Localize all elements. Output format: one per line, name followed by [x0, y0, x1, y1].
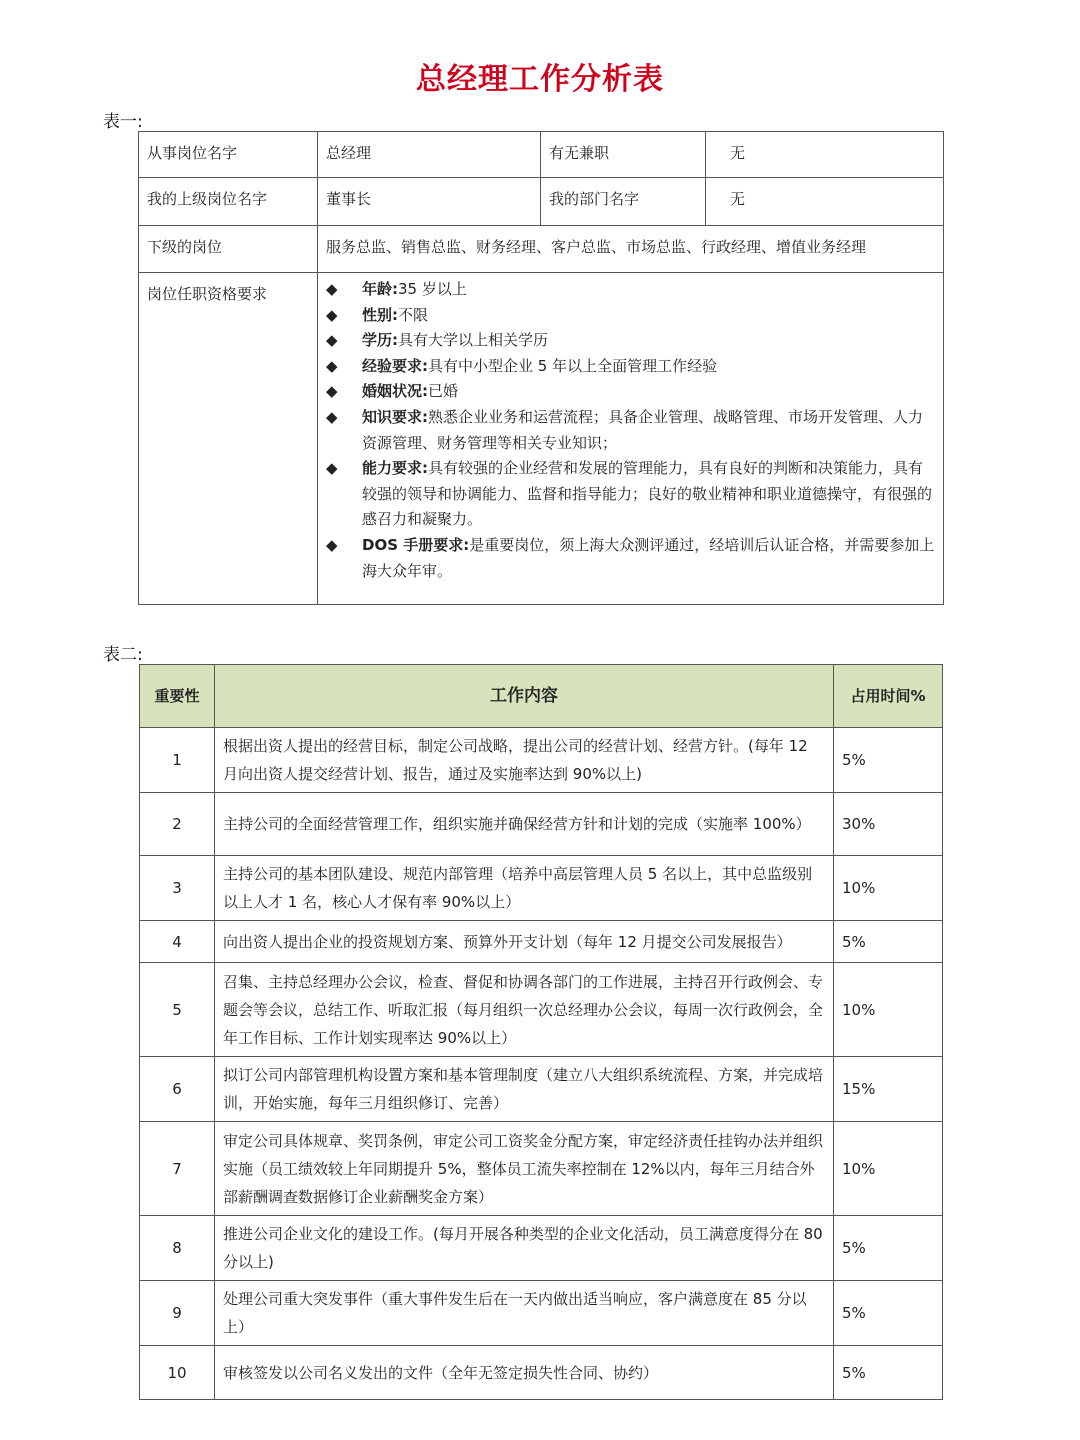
- header-row: [140, 665, 943, 728]
- position-info-table: [138, 131, 944, 605]
- diamond-bullet-icon: ◆: [326, 305, 338, 324]
- requirement-key: 婚姻状况:: [362, 382, 428, 401]
- department-label: 我的部门名字: [541, 178, 706, 226]
- table-row: [140, 963, 943, 1057]
- table2-label: 表二:: [103, 645, 143, 665]
- diamond-bullet-icon: ◆: [326, 382, 338, 401]
- content-cell: 召集、主持总经理办公会议，检查、督促和协调各部门的工作进展，主持召开行政例会、专题会等会议，总结工作、听取汇报（每月组织一次总经理办公会议，每周一次行政例会，全年工作目标、工作计划实现率达 90%以上）: [215, 963, 834, 1057]
- table-row: [140, 1216, 943, 1281]
- requirements-label: 岗位任职资格要求: [139, 273, 318, 605]
- time-cell: 5%: [834, 728, 943, 793]
- table-row: [139, 178, 944, 226]
- requirement-key: DOS 手册要求:: [362, 535, 470, 554]
- importance-cell: 6: [140, 1057, 215, 1122]
- requirement-item: [326, 277, 935, 303]
- requirement-key: 年龄:: [362, 280, 398, 298]
- importance-cell: 5: [140, 963, 215, 1057]
- requirement-item: [326, 303, 935, 329]
- requirement-text: 已婚: [428, 382, 459, 401]
- requirement-key: 经验要求:: [362, 356, 428, 375]
- table-row: [140, 1281, 943, 1346]
- time-cell: 10%: [834, 1122, 943, 1216]
- requirement-text: 具有大学以上相关学历: [398, 331, 549, 350]
- content-cell: 拟订公司内部管理机构设置方案和基本管理制度（建立八大组织系统流程、方案，并完成培训，开始实施，每年三月组织修订、完善）: [215, 1057, 834, 1122]
- importance-cell: 3: [140, 856, 215, 921]
- importance-cell: 2: [140, 793, 215, 856]
- requirements-list: [326, 277, 935, 584]
- time-cell: 30%: [834, 793, 943, 856]
- table-row: [139, 226, 944, 273]
- requirement-text: 具有较强的企业经营和发展的管理能力，具有良好的判断和决策能力，具有较强的领导和协调能力、监督和指导能力；良好的敬业精神和职业道德操守，有很强的感召力和凝聚力。: [362, 459, 933, 529]
- superior-label: 我的上级岗位名字: [139, 178, 318, 226]
- table-row: [140, 1057, 943, 1122]
- table1-label: 表一:: [103, 112, 143, 132]
- table-row: [140, 921, 943, 963]
- table-row: [140, 728, 943, 793]
- diamond-bullet-icon: ◆: [326, 407, 338, 426]
- diamond-bullet-icon: ◆: [326, 280, 338, 298]
- requirement-key: 性别:: [362, 305, 398, 324]
- time-cell: 15%: [834, 1057, 943, 1122]
- requirement-item: [326, 405, 935, 456]
- requirement-text: 不限: [398, 305, 429, 324]
- content-cell: 审核签发以公司名义发出的文件（全年无签定损失性合同、协约）: [215, 1346, 834, 1400]
- importance-cell: 9: [140, 1281, 215, 1346]
- time-cell: 5%: [834, 1216, 943, 1281]
- work-content-table: [139, 664, 943, 1400]
- requirement-text: 是重要岗位，须上海大众测评通过，经培训后认证合格，并需要参加上海大众年审。: [362, 535, 935, 580]
- concurrent-value: 无: [706, 132, 944, 178]
- work-content-body: [140, 728, 943, 1400]
- table-row: [139, 132, 944, 178]
- importance-cell: 8: [140, 1216, 215, 1281]
- diamond-bullet-icon: ◆: [326, 459, 338, 478]
- subordinates-label: 下级的岗位: [139, 226, 318, 273]
- content-cell: 推进公司企业文化的建设工作。(每月开展各种类型的企业文化活动，员工满意度得分在 80 分以上): [215, 1216, 834, 1281]
- requirement-text: 熟悉企业业务和运营流程；具备企业管理、战略管理、市场开发管理、人力资源管理、财务管理等相关专业知识；: [362, 407, 924, 452]
- time-cell: 10%: [834, 856, 943, 921]
- requirement-text: 具有中小型企业 5 年以上全面管理工作经验: [428, 356, 718, 375]
- content-cell: 向出资人提出企业的投资规划方案、预算外开支计划（每年 12 月提交公司发展报告）: [215, 921, 834, 963]
- content-cell: 根据出资人提出的经营目标，制定公司战略，提出公司的经营计划、经营方针。(每年 12 月向出资人提交经营计划、报告，通过及实施率达到 90%以上): [215, 728, 834, 793]
- requirement-key: 能力要求:: [362, 459, 428, 478]
- table-row: [140, 1122, 943, 1216]
- position-name-label: 从事岗位名字: [139, 132, 318, 178]
- requirement-key: 学历:: [362, 331, 398, 350]
- time-cell: 5%: [834, 921, 943, 963]
- content-cell: 审定公司具体规章、奖罚条例，审定公司工资奖金分配方案，审定经济责任挂钩办法并组织实施（员工绩效较上年同期提升 5%，整体员工流失率控制在 12%以内，每年三月结合外部薪酬调查数据修订企业薪酬奖金方案）: [215, 1122, 834, 1216]
- concurrent-label: 有无兼职: [541, 132, 706, 178]
- importance-cell: 1: [140, 728, 215, 793]
- header-content: 工作内容: [215, 665, 834, 728]
- diamond-bullet-icon: ◆: [326, 356, 338, 375]
- table-row: [139, 273, 944, 605]
- importance-cell: 7: [140, 1122, 215, 1216]
- requirement-key: 知识要求:: [362, 407, 428, 426]
- table-row: [140, 856, 943, 921]
- time-cell: 5%: [834, 1281, 943, 1346]
- subordinates-value: 服务总监、销售总监、财务经理、客户总监、市场总监、行政经理、增值业务经理: [318, 226, 944, 273]
- requirement-item: [326, 456, 935, 533]
- department-value: 无: [706, 178, 944, 226]
- importance-cell: 4: [140, 921, 215, 963]
- superior-value: 董事长: [318, 178, 541, 226]
- content-cell: 主持公司的基本团队建设、规范内部管理（培养中高层管理人员 5 名以上，其中总监级别以上人才 1 名，核心人才保有率 90%以上）: [215, 856, 834, 921]
- diamond-bullet-icon: ◆: [326, 331, 338, 350]
- requirements-cell: [318, 273, 944, 605]
- table-row: [140, 793, 943, 856]
- requirement-text: 35 岁以上: [398, 280, 467, 298]
- time-cell: 10%: [834, 963, 943, 1057]
- time-cell: 5%: [834, 1346, 943, 1400]
- table-row: [140, 1346, 943, 1400]
- requirement-item: [326, 379, 935, 405]
- requirement-item: [326, 328, 935, 354]
- content-cell: 处理公司重大突发事件（重大事件发生后在一天内做出适当响应，客户满意度在 85 分以上）: [215, 1281, 834, 1346]
- requirement-item: [326, 354, 935, 380]
- content-cell: 主持公司的全面经营管理工作，组织实施并确保经营方针和计划的完成（实施率 100%）: [215, 793, 834, 856]
- header-importance: 重要性: [140, 665, 215, 728]
- page-title: 总经理工作分析表: [416, 62, 664, 97]
- requirement-item: [326, 533, 935, 584]
- diamond-bullet-icon: ◆: [326, 535, 338, 554]
- header-time: 占用时间%: [834, 665, 943, 728]
- position-name-value: 总经理: [318, 132, 541, 178]
- importance-cell: 10: [140, 1346, 215, 1400]
